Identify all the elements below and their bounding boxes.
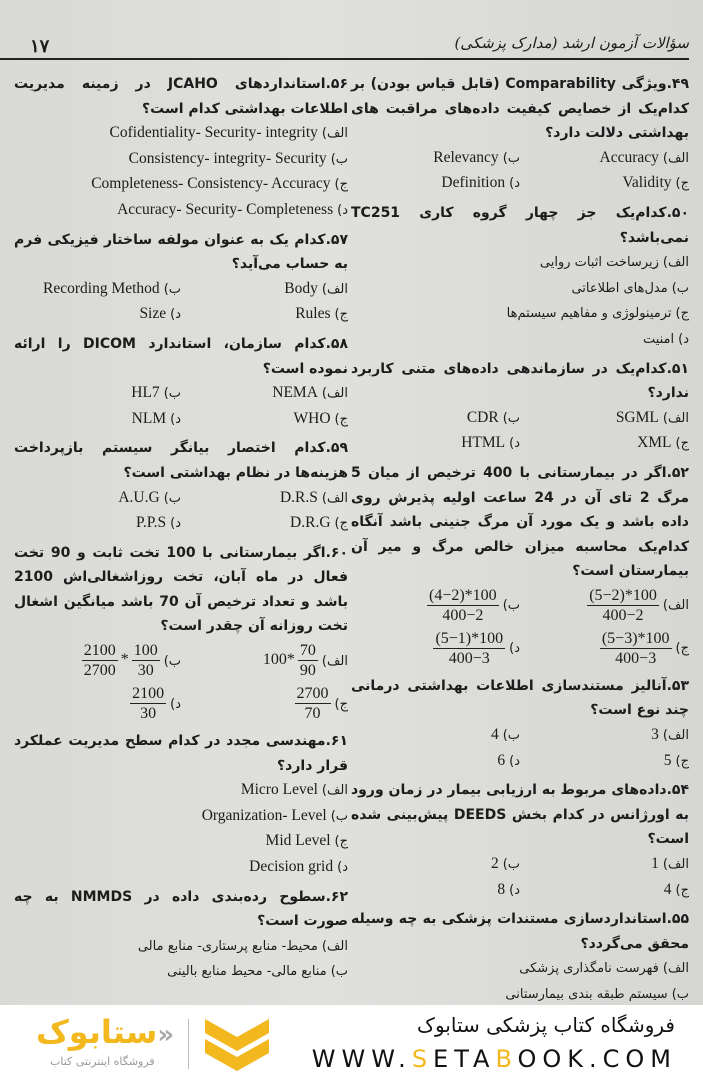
answer-option [181, 682, 348, 725]
option-text: Size [139, 305, 167, 323]
option-text: 1 [651, 855, 659, 873]
fraction [298, 641, 318, 680]
question-number: ۵۸. [325, 335, 348, 352]
option-label: الف) [662, 857, 689, 873]
question-number: ۵۹. [325, 440, 348, 457]
fraction [427, 586, 499, 625]
chevron-logo-icon [201, 1015, 273, 1075]
option-text: سیستم طبقه بندی بیمارستانی [505, 987, 668, 1002]
numerator: (5−3)*100 [601, 629, 670, 647]
question-text [14, 436, 348, 485]
option-label: ب) [671, 280, 689, 296]
answer-option [520, 723, 689, 749]
answer-option [14, 682, 181, 725]
numerator: 2100 [132, 685, 165, 703]
answer-option [14, 198, 348, 224]
option-label: الف) [321, 783, 348, 799]
question-text [14, 541, 348, 639]
option-label: ج) [675, 306, 689, 322]
denominator: 400−2 [602, 606, 644, 624]
option-label: الف) [321, 938, 348, 954]
denominator: 90 [299, 662, 316, 680]
fraction [82, 641, 118, 680]
option-label: د) [337, 202, 348, 218]
option-text: 5 [663, 751, 672, 769]
answer-option [14, 147, 348, 173]
answer-option [520, 171, 689, 197]
option-label: الف) [321, 386, 348, 402]
answer-option [351, 627, 520, 670]
answer-option [14, 778, 348, 804]
denominator: 30 [137, 662, 154, 680]
question-number: ۵۱. [666, 360, 689, 377]
answer-options [351, 406, 689, 457]
option-text: WHO [293, 409, 331, 427]
option-label: ب) [502, 728, 520, 744]
option-text: CDR [466, 408, 499, 426]
option-text: Micro Level [240, 781, 318, 799]
store-name: فروشگاه کتاب پزشکی ستابوک [417, 1013, 675, 1037]
answer-option [351, 171, 520, 197]
option-label: ج) [334, 696, 348, 712]
question-text [14, 72, 348, 121]
answer-option [181, 407, 348, 433]
answer-option [14, 121, 348, 147]
answer-option [520, 852, 689, 878]
fraction [600, 629, 672, 668]
option-label: ب) [330, 808, 348, 824]
option-text: 6 [497, 751, 506, 769]
option-text: Cofidentiality- Security- integrity [109, 124, 318, 142]
question-text [351, 907, 689, 956]
option-text: 3 [651, 726, 659, 744]
answer-option [351, 723, 520, 749]
question [14, 72, 348, 224]
numerator: 2700 [296, 685, 329, 703]
option-text: ترمینولوژی و مفاهیم سیستم‌ها [506, 306, 672, 322]
option-text: Recording Method [43, 279, 160, 297]
question-body: کدام‌یک جز چهار گروه کاری TC251 نمی‌باشد؟ [351, 204, 689, 246]
option-label: الف) [662, 410, 689, 426]
option-label: ج) [334, 516, 348, 532]
answer-option [351, 749, 520, 775]
option-text: Completeness- Consistency- Accuracy [91, 175, 331, 193]
question-body: استانداردسازی مستندات پزشکی به چه وسیله محقق می‌گردد؟ [351, 911, 689, 952]
answer-option [351, 406, 520, 432]
store-url[interactable]: WWW.SETABOOK.COM [311, 1045, 677, 1073]
answer-option [14, 486, 181, 512]
formula-operator: 100* [262, 651, 295, 669]
option-text: Definition [441, 174, 506, 192]
fraction [130, 684, 166, 723]
option-text: Decision grid [249, 858, 334, 876]
denominator: 400−3 [615, 649, 657, 667]
question-number: ۶۰. [325, 544, 348, 561]
option-label: د) [509, 641, 520, 657]
option-label: ب) [163, 386, 181, 402]
option-label: ب) [163, 653, 181, 669]
option-text: زیرساخت اثبات روایی [539, 255, 659, 271]
option-label: ب) [330, 151, 348, 167]
answer-option [351, 327, 689, 353]
option-label: ب) [502, 150, 520, 166]
denominator: 400−3 [448, 649, 490, 667]
question-body: ویژگی Comparability (قابل قیاس بودن) بر کدام‌یک از خصایص کیفیت داده‌های مراقبت های بهداشتی دلالت دارد؟ [351, 76, 689, 142]
running-header-title: سؤالات آزمون ارشد (مدارک پزشکی) [454, 34, 689, 52]
fraction [295, 684, 331, 723]
question-number: ۶۲. [325, 888, 349, 905]
answer-option [520, 431, 689, 457]
answer-options [351, 584, 689, 670]
answer-option [351, 250, 689, 276]
answer-options [14, 277, 348, 328]
formula [600, 629, 672, 668]
answer-option [351, 301, 689, 327]
answer-options [14, 381, 348, 432]
option-label: الف) [662, 255, 689, 271]
answer-option [14, 934, 348, 960]
answer-options [351, 852, 689, 903]
option-text: HL7 [131, 384, 160, 402]
formula [427, 586, 499, 625]
denominator: 70 [304, 705, 321, 723]
option-label: ب) [163, 490, 181, 506]
fraction [132, 641, 160, 680]
option-text: Relevancy [433, 148, 499, 166]
answer-options [14, 639, 348, 725]
option-label: ب) [502, 410, 520, 426]
option-label: ج) [675, 436, 689, 452]
option-label: د) [170, 411, 181, 427]
logo-subtitle: فروشگاه اینترنتی کتاب [50, 1055, 155, 1068]
numerator: 70 [299, 642, 316, 660]
numerator: 100 [133, 642, 158, 660]
option-text: محیط- منابع پرستاری- منابع مالی [137, 938, 318, 954]
setabook-logo [36, 1013, 276, 1075]
page-number: ۱۷ [30, 36, 50, 57]
option-label: د) [337, 860, 348, 876]
option-text: فهرست نامگذاری پزشکی [519, 961, 659, 977]
option-label: ج) [334, 411, 348, 427]
question-text [351, 357, 689, 406]
logo-divider [188, 1019, 189, 1069]
option-text: Rules [295, 305, 331, 323]
option-text: Validity [622, 174, 672, 192]
option-text: امنیت [642, 331, 675, 347]
option-text: Body [284, 279, 318, 297]
formula [263, 641, 318, 680]
option-text: NEMA [272, 384, 318, 402]
store-banner [0, 1005, 703, 1080]
answer-option [351, 956, 689, 982]
option-label: ج) [675, 641, 689, 657]
question [351, 461, 689, 670]
answer-option [14, 959, 348, 985]
option-text: منابع مالی- محیط منابع بالینی [167, 964, 327, 980]
formula [433, 629, 505, 668]
question-text [14, 332, 348, 381]
answer-option [14, 639, 181, 682]
formula [130, 684, 166, 723]
question [14, 541, 348, 725]
formula [82, 641, 160, 680]
option-label: ج) [675, 882, 689, 898]
option-text: Organization- Level [201, 806, 327, 824]
question [351, 72, 689, 197]
answer-option [181, 302, 348, 328]
answer-option [520, 146, 689, 172]
question-body: اگر در بیمارستانی با 400 ترخیص از میان 5 مرگ 2 تای آن در 24 ساعت اولیه پذیرش روی داده باشد و یک مورد آن مرگ جنینی باشد آنگاه کدام‌یک محاسبه میزان خالص مرگ و میر آن بیمارستان است؟ [351, 464, 689, 580]
answer-option [181, 511, 348, 537]
option-text: P.P.S [135, 514, 167, 532]
answer-options [14, 486, 348, 537]
question-text [351, 461, 689, 584]
answer-option [351, 276, 689, 302]
option-label: ج) [675, 176, 689, 192]
option-label: الف) [662, 150, 689, 166]
question-number: ۴۹. [666, 76, 689, 92]
question-number: ۵۵. [666, 911, 689, 928]
question-body: آنالیز مستندسازی اطلاعات بهداشتی درمانی چند نوع است؟ [351, 677, 689, 719]
question [14, 885, 348, 985]
question-text [351, 201, 689, 250]
option-text: 8 [497, 880, 506, 898]
question-number: ۵۲. [666, 464, 689, 481]
option-label: د) [170, 307, 181, 323]
question-text [14, 228, 348, 277]
answer-option [14, 172, 348, 198]
answer-option [520, 749, 689, 775]
option-label: د) [509, 176, 520, 192]
answer-option [181, 639, 348, 682]
fraction [587, 586, 659, 625]
answer-option [520, 878, 689, 904]
answer-option [14, 407, 181, 433]
question [351, 907, 689, 1005]
answer-options [14, 121, 348, 223]
option-label: د) [509, 753, 520, 769]
question-body: مهندسی مجدد در کدام سطح مدیریت عملکرد قرار دارد؟ [14, 733, 348, 774]
option-label: ب) [671, 987, 689, 1002]
question-text [14, 729, 348, 778]
option-text: 2 [490, 855, 499, 873]
question-body: کدام اختصار بیانگر سیستم بازپرداخت هزینه‌ها در نظام بهداشتی است؟ [14, 440, 348, 481]
answer-option [14, 829, 348, 855]
answer-options [14, 934, 348, 985]
answer-option [351, 852, 520, 878]
option-label: ب) [163, 281, 181, 297]
answer-option [181, 381, 348, 407]
answer-option [14, 277, 181, 303]
question-body: سطوح رده‌بندی داده در NMMDS به چه صورت است؟ [14, 888, 348, 930]
fraction [433, 629, 505, 668]
answer-options [351, 250, 689, 352]
option-text: Accuracy [599, 148, 659, 166]
answer-option [14, 804, 348, 830]
option-label: الف) [321, 490, 348, 506]
option-label: الف) [662, 961, 689, 977]
header-rule [0, 58, 689, 60]
answer-option [14, 855, 348, 881]
answer-options [351, 723, 689, 774]
option-label: ج) [675, 753, 689, 769]
option-label: ج) [334, 834, 348, 850]
answer-options [351, 146, 689, 197]
question-number: ۵۴. [666, 782, 689, 799]
formula-operator: * [120, 651, 129, 669]
question-number: ۵۳. [666, 677, 689, 694]
answer-option [14, 511, 181, 537]
question-text [351, 674, 689, 723]
option-label: ج) [334, 177, 348, 193]
answer-option [351, 431, 520, 457]
question-body: استانداردهای JCAHO در زمینه مدیریت اطلاعات بهداشتی کدام است؟ [14, 76, 348, 117]
answer-option [14, 302, 181, 328]
option-text: XML [637, 434, 672, 452]
option-text: A.U.G [118, 488, 160, 506]
answer-option [520, 584, 689, 627]
question [14, 436, 348, 536]
option-text: SGML [615, 408, 659, 426]
numerator: (4−2)*100 [429, 586, 497, 604]
option-label: ب) [502, 857, 520, 873]
option-text: Consistency- integrity- Security [128, 149, 327, 167]
answer-options [351, 956, 689, 1005]
option-label: د) [509, 436, 520, 452]
option-label: الف) [662, 598, 689, 614]
question [351, 201, 689, 353]
option-label: د) [509, 882, 520, 898]
option-text: D.R.G [290, 514, 331, 532]
option-label: الف) [662, 728, 689, 744]
question-number: ۶۱. [325, 733, 348, 750]
question-text [351, 72, 689, 146]
option-label: الف) [321, 653, 348, 669]
option-text: مدل‌های اطلاعاتی [571, 280, 668, 296]
option-label: ب) [502, 598, 520, 614]
question [14, 332, 348, 432]
question [14, 729, 348, 881]
question-body: کدام یک به عنوان مولفه ساختار فیزیکی فرم به حساب می‌آید؟ [14, 231, 348, 273]
question-body: داده‌های مربوط به ارزیابی بیمار در زمان ورود به اورژانس در کدام بخش DEEDS پیش‌بینی شده است؟ [351, 782, 689, 848]
option-text: Accuracy- Security- Completeness [117, 200, 334, 218]
option-text: D.R.S [279, 488, 318, 506]
option-text: HTML [461, 434, 506, 452]
option-text: 4 [663, 880, 672, 898]
denominator: 30 [140, 705, 157, 723]
answer-option [351, 146, 520, 172]
option-label: الف) [321, 281, 348, 297]
question [14, 228, 348, 328]
denominator: 2700 [83, 662, 116, 680]
question-text [14, 885, 348, 934]
answer-option [14, 381, 181, 407]
question-number: ۵۶. [325, 76, 349, 92]
question-number: ۵۰. [666, 204, 689, 221]
question-body: کدام‌یک در سازماندهی داده‌های متنی کاربرد ندارد؟ [351, 360, 689, 402]
answer-option [351, 982, 689, 1005]
question-body: اگر بیمارستانی با 100 تخت ثابت و 90 تخت فعال در ماه آبان، تخت روزاشغالی‌اش 2100 باشد و تعداد ترخیص آن 70 باشد میانگین اشغال تخت روزانه آن چقدر است؟ [14, 544, 348, 635]
question [351, 674, 689, 774]
answer-option [520, 627, 689, 670]
option-text: 4 [490, 726, 499, 744]
answer-option [351, 584, 520, 627]
numerator: 2100 [83, 642, 116, 660]
option-label: الف) [321, 126, 348, 142]
answer-option [181, 277, 348, 303]
answer-option [181, 486, 348, 512]
numerator: (5−2)*100 [589, 586, 657, 604]
right-column [351, 72, 689, 1005]
numerator: (5−1)*100 [435, 629, 504, 647]
option-label: د) [170, 696, 181, 712]
question [351, 778, 689, 903]
question-body: کدام سازمان، استاندارد DICOM را ارائه نموده است؟ [14, 335, 348, 377]
option-label: د) [170, 516, 181, 532]
option-label: ج) [334, 307, 348, 323]
answer-option [351, 878, 520, 904]
question-text [351, 778, 689, 852]
formula [587, 586, 659, 625]
option-label: د) [678, 331, 689, 347]
option-text: NLM [131, 409, 167, 427]
left-column [14, 72, 348, 989]
answer-options [14, 778, 348, 880]
option-text: Mid Level [265, 832, 331, 850]
answer-option [520, 406, 689, 432]
denominator: 400−2 [442, 606, 484, 624]
question [351, 357, 689, 457]
question-number: ۵۷. [325, 231, 348, 248]
logo-wordmark: «ستابوک [36, 1013, 175, 1051]
option-label: ب) [330, 964, 348, 980]
formula [295, 684, 331, 723]
